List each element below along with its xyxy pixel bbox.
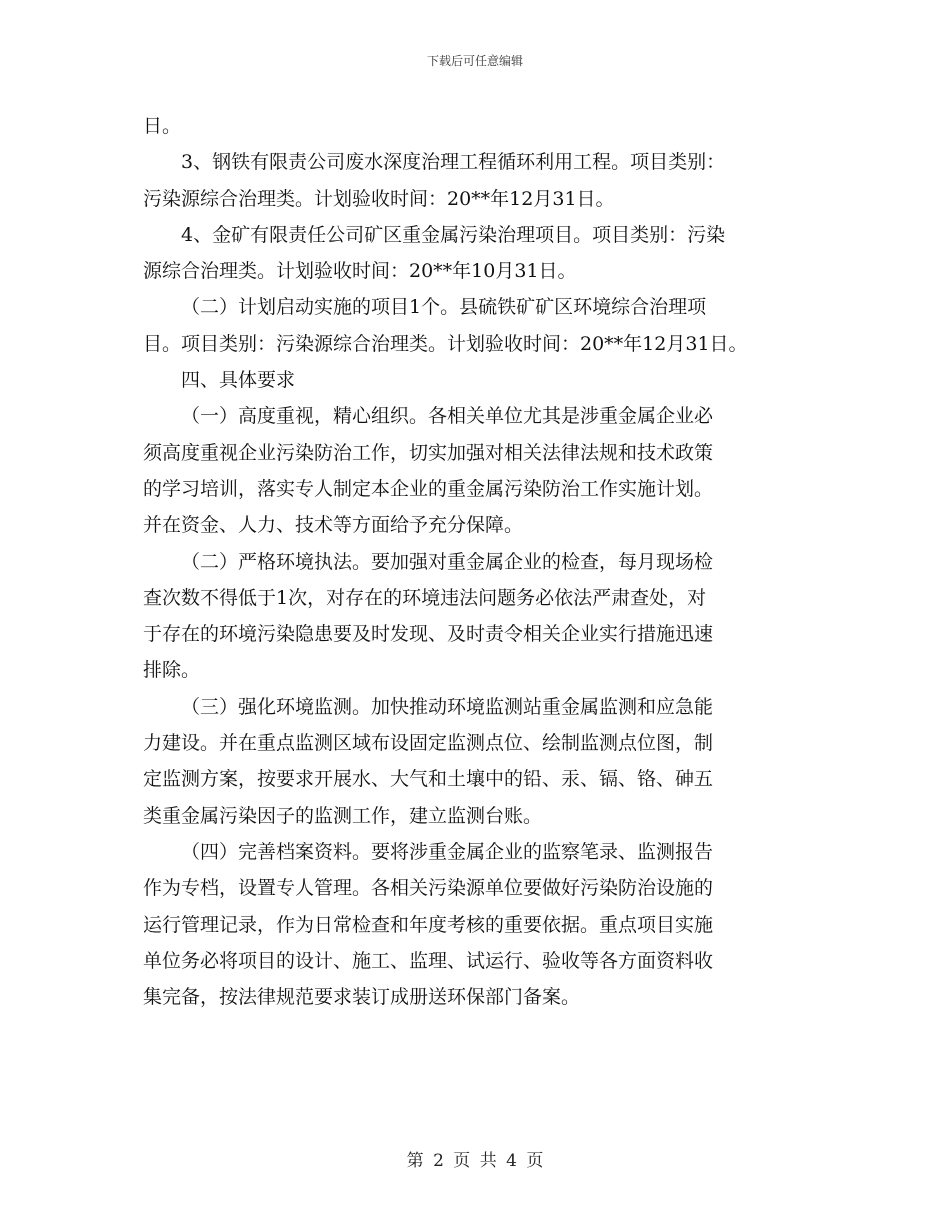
text-line: （二）计划启动实施的项目1个。县硫铁矿矿区环境综合治理项 xyxy=(181,296,707,319)
text-line: （一）高度重视，精心组织。各相关单位尤其是涉重金属企业必 xyxy=(181,405,714,428)
text-line: 日。 xyxy=(143,115,182,137)
text-line: 集完备，按法律规范要求装订成册送环保部门备案。 xyxy=(143,986,581,1009)
text-line: 3、钢铁有限责公司废水深度治理工程循环利用工程。项目类别： xyxy=(181,151,726,174)
section-heading: 四、具体要求 xyxy=(181,369,296,392)
text-line: 排除。 xyxy=(143,659,201,682)
text-line: 于存在的环境污染隐患要及时发现、及时责令相关企业实行措施迅速 xyxy=(143,623,714,646)
text-line: （三）强化环境监测。加快推动环境监测站重金属监测和应急能 xyxy=(181,695,714,718)
page-number: 第 2 页 共 4 页 xyxy=(406,1151,544,1171)
text-line: （四）完善档案资料。要将涉重金属企业的监察笔录、监测报告 xyxy=(181,840,714,863)
text-line: 定监测方案，按要求开展水、大气和土壤中的铅、汞、镉、铬、砷五 xyxy=(143,768,714,791)
text-line: 并在资金、人力、技术等方面给予充分保障。 xyxy=(143,514,524,537)
text-line: 的学习培训，落实专人制定本企业的重金属污染防治工作实施计划。 xyxy=(143,477,714,500)
text-line: 须高度重视企业污染防治工作，切实加强对相关法律法规和技术政策 xyxy=(143,441,714,464)
text-line: 4、金矿有限责任公司矿区重金属污染治理项目。项目类别：污染 xyxy=(181,223,726,246)
document-body xyxy=(143,108,818,1015)
text-line: 查次数不得低于1次，对存在的环境违法问题务必依法严肃查处，对 xyxy=(143,586,707,609)
page-header: 下载后可任意编辑 xyxy=(426,54,523,68)
text-line: 力建设。并在重点监测区域布设固定监测点位、绘制监测点位图，制 xyxy=(143,732,714,755)
text-line: 目。项目类别：污染源综合治理类。计划验收时间：20**年12月31日。 xyxy=(143,332,748,355)
text-line: 类重金属污染因子的监测工作，建立监测台账。 xyxy=(143,804,543,827)
text-line: 污染源综合治理类。计划验收时间：20**年12月31日。 xyxy=(143,187,615,210)
text-line: 单位务必将项目的设计、施工、监理、试运行、验收等各方面资料收 xyxy=(143,949,714,972)
text-line: 作为专档，设置专人管理。各相关污染源单位要做好污染防治设施的 xyxy=(143,877,714,900)
text-line: 运行管理记录，作为日常检查和年度考核的重要依据。重点项目实施 xyxy=(143,913,714,936)
text-line: 源综合治理类。计划验收时间：20**年10月31日。 xyxy=(143,260,577,283)
text-line: （二）严格环境执法。要加强对重金属企业的检查，每月现场检 xyxy=(181,550,714,573)
